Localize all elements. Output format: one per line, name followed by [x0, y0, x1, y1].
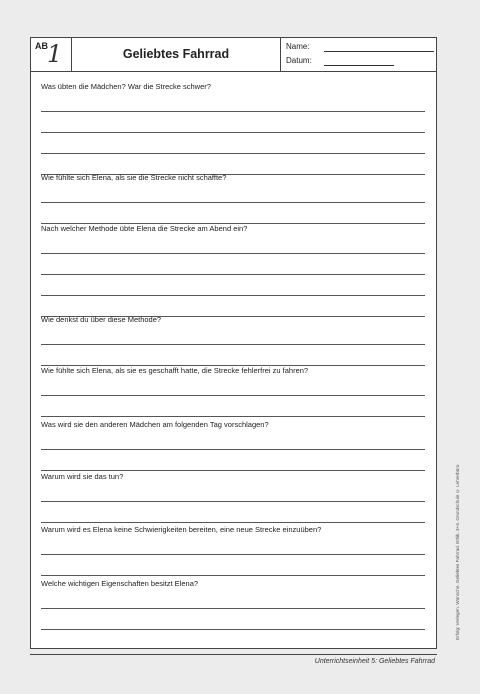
question-text: Was übten die Mädchen? War die Strecke schwer?	[41, 82, 211, 91]
question-block	[41, 82, 425, 175]
worksheet	[30, 37, 437, 649]
answer-line[interactable]	[41, 91, 425, 112]
answer-line[interactable]	[41, 429, 425, 450]
worksheet-header	[31, 38, 436, 72]
question-text: Warum wird es Elena keine Schwierigkeiten bereiten, eine neue Strecke einzuüben?	[41, 525, 322, 534]
date-field[interactable]	[286, 55, 434, 69]
question-block	[41, 224, 425, 317]
answer-line[interactable]	[41, 588, 425, 609]
answer-line[interactable]	[41, 133, 425, 154]
answer-line[interactable]	[41, 324, 425, 345]
question-block	[41, 472, 425, 523]
date-line[interactable]	[324, 65, 394, 66]
question-text: Wie fühlte sich Elena, als sie es geschafft hatte, die Strecke fehlerfrei zu fahren?	[41, 366, 309, 375]
answer-line[interactable]	[41, 112, 425, 133]
question-text: Wie fühlte sich Elena, als sie die Strecke nicht schaffte?	[41, 173, 227, 182]
student-fields	[286, 41, 434, 69]
question-text: Nach welcher Methode übte Elena die Strecke am Abend ein?	[41, 224, 248, 233]
answer-line[interactable]	[41, 396, 425, 417]
name-field[interactable]	[286, 41, 434, 55]
question-block	[41, 420, 425, 471]
answer-line[interactable]	[41, 345, 425, 366]
answer-line[interactable]	[41, 375, 425, 396]
answer-line[interactable]	[41, 203, 425, 224]
question-text: Was wird sie den anderen Mädchen am folgenden Tag vorschlagen?	[41, 420, 269, 429]
question-text: Warum wird sie das tun?	[41, 472, 124, 481]
footer-rule	[30, 654, 437, 655]
answer-line[interactable]	[41, 254, 425, 275]
name-line[interactable]	[324, 51, 434, 52]
ab-number: 1	[47, 40, 63, 68]
answer-line[interactable]	[41, 154, 425, 175]
answer-line[interactable]	[41, 450, 425, 471]
answer-line[interactable]	[41, 534, 425, 555]
copyright-note: Erfolg: Verlegen. Wünsche. Geliebtes Fahrrad. Ethik. 3+4. Grundschule © Lehrerbüro	[455, 464, 460, 640]
question-block	[41, 579, 425, 630]
answer-line[interactable]	[41, 555, 425, 576]
question-block	[41, 315, 425, 366]
answer-line[interactable]	[41, 609, 425, 630]
question-text: Wie denkst du über diese Methode?	[41, 315, 162, 324]
worksheet-number-box	[31, 38, 72, 71]
answer-line[interactable]	[41, 481, 425, 502]
name-label: Name:	[286, 42, 310, 51]
answer-line[interactable]	[41, 182, 425, 203]
ab-label: AB	[35, 41, 48, 51]
footer-text: Unterrichtseinheit 5: Geliebtes Fahrrad	[314, 658, 435, 665]
question-block	[41, 525, 425, 576]
answer-line[interactable]	[41, 233, 425, 254]
question-block	[41, 173, 425, 224]
question-text: Welche wichtigen Eigenschaften besitzt Elena?	[41, 579, 199, 588]
question-block	[41, 366, 425, 417]
answer-line[interactable]	[41, 502, 425, 523]
answer-line[interactable]	[41, 296, 425, 317]
worksheet-title: Geliebtes Fahrrad	[72, 38, 281, 71]
answer-line[interactable]	[41, 275, 425, 296]
date-label: Datum:	[286, 56, 312, 65]
